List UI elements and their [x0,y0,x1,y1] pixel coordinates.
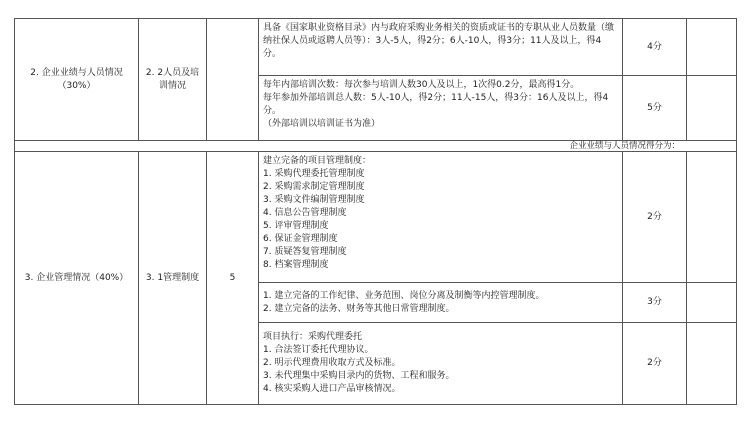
score-cell: 5分 [623,76,687,141]
score-cell: 2分 [623,152,687,283]
category-cell: 3. 企业管理情况（40%） [15,152,139,405]
subtotal-row [15,141,737,152]
criteria-line: 每年内部培训次数：每次参与培训人数30人及以上，1次得0.2分，最高得1分。 [263,80,580,90]
table-row [15,152,737,283]
blank-cell [687,19,737,76]
table-row [15,19,737,76]
criteria-line: 8. 档案管理制度 [263,260,329,270]
criteria-line: 4. 信息公告管理制度 [263,208,347,218]
score-cell: 4分 [623,19,687,76]
criteria-line: 1. 采购代理委托管理制度 [263,169,365,179]
blank-cell [687,76,737,141]
criteria-line: 建立完备的项目管理制度： [263,156,372,166]
blank-cell [687,152,737,283]
criteria-line: 2. 建立完备的法务、财务等其他日常管理制度。 [263,303,455,314]
criteria-line: 3. 采购文件编制管理制度 [263,195,365,205]
criteria-cell [259,76,623,141]
criteria-cell [259,19,623,76]
score-cell: 3分 [623,283,687,323]
weight-cell: 5 [207,152,259,405]
criteria-line: 4. 核实采购人进口产品审核情况。 [263,384,401,394]
category-cell: 2. 企业业绩与人员情况（30%） [15,19,139,141]
criteria-text: 具备《国家职业资格目录》内与政府采购业务相关的资质或证书的专职从业人员数量（缴纳社保人员或返聘人员等）：3人-5人，得2分；6人-10人，得3分；11人及以上，得4分。 [263,23,615,59]
blank-cell [687,283,737,323]
criteria-line: 7. 质疑答复管理制度 [263,247,347,257]
score-cell: 2分 [623,323,687,405]
criteria-line: 2. 采购需求制定管理制度 [263,182,365,192]
criteria-line: （外部培训以培训证书为准） [263,119,381,129]
criteria-line: 2. 明示代理费用收取方式及标准。 [263,358,401,368]
criteria-cell [259,283,623,323]
blank-cell [687,323,737,405]
subcategory-cell: 2. 2人员及培训情况 [139,19,207,141]
criteria-line: 每年参加外部培训总人数：5人-10人，得2分；11人-15人，得3分：16人及以上，得4分。 [263,93,609,116]
weight-cell [207,19,259,141]
subtotal-label: 企业业绩与人员情况得分为： [15,141,737,152]
criteria-cell [259,152,623,283]
criteria-line: 项目执行：采购代理委托 [263,332,363,342]
subcategory-cell: 3. 1管理制度 [139,152,207,405]
criteria-line: 5. 评审管理制度 [263,221,329,231]
criteria-line: 6. 保证金管理制度 [263,234,338,244]
criteria-line: 1. 建立完备的工作纪律、业务范围、岗位分离及制衡等内控管理制度。 [263,290,545,301]
criteria-cell [259,323,623,405]
criteria-line: 1. 合法签订委托代理协议。 [263,345,374,355]
scoring-table [14,18,737,405]
criteria-line: 3. 未代理集中采购目录内的货物、工程和服务。 [263,371,455,381]
